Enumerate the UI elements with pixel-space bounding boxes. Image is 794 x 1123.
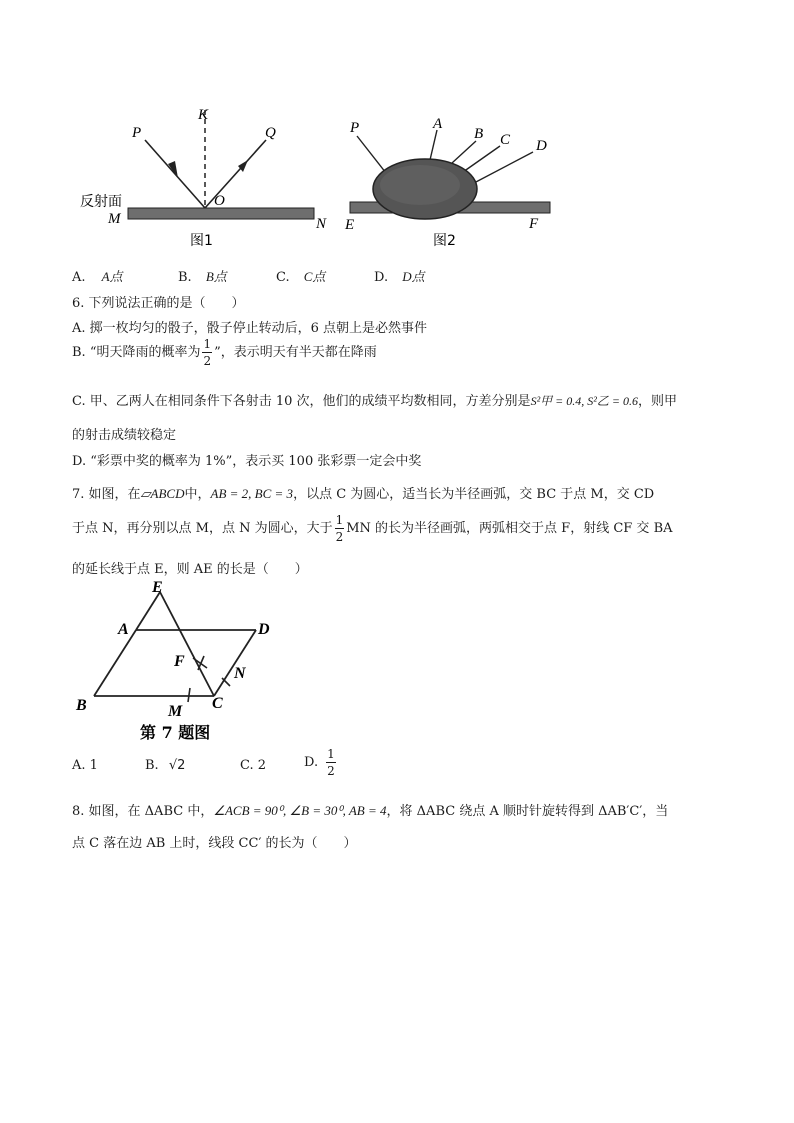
label-k: K [198, 107, 209, 123]
variance-values: S²甲 = 0.4, S²乙 = 0.6 [530, 394, 638, 408]
label-f2: F [529, 216, 539, 232]
label-f7: F [174, 653, 185, 670]
label-o: O [214, 193, 225, 209]
q7-option-b: B. √2 [145, 758, 186, 773]
q7-option-d: D. $\frac{1}{2}$ [304, 747, 335, 778]
label-b7: B [76, 697, 87, 714]
q7-line1: 7. 如图，在▱ABCD中，AB = 2, BC = 3，以点 C 为圆心，适当长为半径画弧，交 BC 于点 M，交 CD [72, 486, 655, 502]
ray-c [463, 146, 500, 172]
q5-option-b-text: B点 [205, 269, 227, 284]
figure-1 [80, 107, 327, 249]
figure-7 [0, 578, 320, 748]
label-b2: B [474, 126, 484, 142]
caption-fig2: 图2 [433, 233, 456, 249]
ray-d [474, 152, 533, 183]
figure-2 [344, 116, 550, 249]
caption-fig7: 第 7 题图 [140, 723, 211, 742]
q7-line2: 于点 N，再分别以点 M，点 N 为圆心，大于 $\frac{1}{2}$ MN 的长为半径画弧，两弧相交于点 F，射线 CF 交 BA [72, 513, 673, 544]
incident-arrow [168, 161, 178, 178]
q5-option-c-label: C. [276, 270, 290, 285]
label-e2: E [345, 217, 355, 233]
fraction-one-half: $\frac{1}{2}$ [203, 337, 212, 368]
q6-option-c-line1: C. 甲、乙两人在相同条件下各射击 10 次，他们的成绩平均数相同，方差分别是S²甲 = 0.4, S²乙 = 0.6，则甲 [72, 394, 677, 409]
q6-option-b-prefix: B. “明天降雨的概率为 [72, 345, 201, 360]
label-n: N [316, 216, 327, 232]
label-q: Q [265, 125, 276, 141]
ray-b [452, 141, 476, 163]
ray-p [357, 136, 386, 173]
sqrt-two: √2 [168, 758, 186, 773]
label-e7: E [152, 579, 163, 596]
ray-ce [160, 592, 214, 696]
label-n7: N [234, 665, 246, 682]
label-a7: A [118, 621, 129, 638]
label-d7: D [258, 621, 270, 638]
q5-option-c-text: C点 [303, 269, 326, 284]
side-ba [94, 630, 136, 696]
label-c2: C [500, 132, 511, 148]
incident-ray-po [145, 140, 205, 208]
q5-option-c [276, 266, 325, 285]
label-p: P [132, 125, 142, 141]
mirror-mn [128, 208, 314, 219]
fraction-one-half: $\frac{1}{2}$ [327, 747, 335, 778]
q5-option-a-text: A点 [101, 269, 123, 284]
q7-option-c: C. 2 [240, 758, 267, 773]
q6-option-b-suffix: ”，表示明天有半天都在降雨 [214, 345, 377, 360]
q6-option-b [72, 338, 377, 367]
q5-option-a-label: A. [72, 270, 86, 285]
angle-conditions: ∠ACB = 90⁰, ∠B = 30⁰, AB = 4 [213, 803, 387, 818]
q8-line1: 8. 如图，在 ΔABC 中，∠ACB = 90⁰, ∠B = 30⁰, AB = 4，将 ΔABC 绕点 A 顺时针旋转得到 ΔAB′C′，当 [72, 803, 669, 819]
q5-option-b [178, 266, 227, 285]
q5-option-b-label: B. [178, 270, 192, 285]
q6-stem: 6. 下列说法正确的是（ ） [72, 296, 245, 311]
label-m7: M [168, 703, 183, 720]
q5-option-a [72, 266, 123, 285]
q8-line2: 点 C 落在边 AB 上时，线段 CC′ 的长为（ ） [72, 836, 357, 851]
label-p2: P [350, 120, 360, 136]
surface-label: 反射面 [80, 194, 122, 210]
caption-fig1: 图1 [190, 233, 213, 249]
arc-mark-m [188, 688, 190, 702]
q5-option-d [374, 266, 425, 285]
q7-option-a: A. 1 [72, 758, 98, 773]
q6-option-d: D. “彩票中奖的概率为 1%”，表示买 100 张彩票一定会中奖 [72, 454, 422, 469]
label-a2: A [433, 116, 443, 132]
label-d2: D [536, 138, 547, 154]
q5-option-d-text: D点 [402, 269, 425, 284]
label-c7: C [212, 695, 223, 712]
q7-line3: 的延长线于点 E，则 AE 的长是（ ） [72, 562, 308, 577]
ray-a [430, 130, 437, 160]
fraction-one-half: $\frac{1}{2}$ [335, 513, 344, 544]
q6-option-a: A. 掷一枚均匀的骰子，骰子停止转动后，6 点朝上是必然事件 [72, 321, 428, 336]
q5-option-d-label: D. [374, 270, 389, 285]
q6-option-c-line2: 的射击成绩较稳定 [72, 428, 177, 443]
extension-ae [136, 592, 160, 630]
droplet-shade [380, 165, 460, 205]
side-dc [214, 630, 256, 696]
figures-top [0, 0, 794, 260]
parallelogram-abcd: ▱ABCD [140, 486, 185, 501]
label-m: M [108, 211, 121, 227]
